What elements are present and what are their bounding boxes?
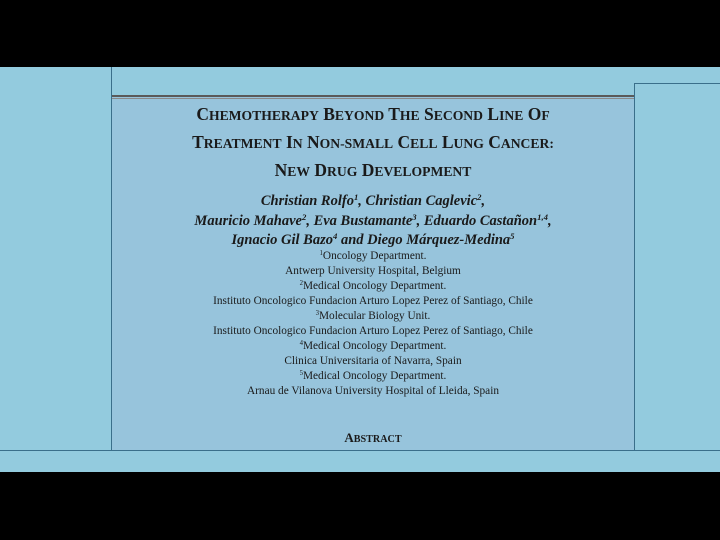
author-list (112, 192, 634, 251)
affiliation-text: Medical Oncology Department. (303, 370, 447, 382)
affiliation-line (112, 339, 634, 354)
affiliation-line (112, 249, 634, 264)
author-affiliation-mark: 2 (301, 211, 307, 222)
title-line-1: CHEMOTHERAPY BEYOND THE SECOND LINE OF (196, 104, 550, 124)
affiliation-text: Antwerp University Hospital, Belgium (285, 265, 461, 277)
author-separator: , (547, 212, 552, 229)
author-separator: , (416, 212, 424, 229)
affiliation-line (112, 264, 634, 279)
author-name: Diego Márquez-Medina (367, 232, 511, 248)
author-name: Eduardo Castañon (423, 212, 538, 229)
affiliation-text: Clinica Universitaria of Navarra, Spain (284, 355, 462, 367)
title-line-3: NEW DRUG DEVELOPMENT (274, 160, 472, 180)
author-line-1 (112, 192, 634, 212)
affiliation-mark: 5 (299, 369, 303, 377)
author-name: Mauricio Mahave (194, 212, 302, 229)
affiliation-text: Instituto Oncologico Fundacion Arturo Lopez Perez of Santiago, Chile (213, 295, 533, 307)
affiliation-text: Oncology Department. (322, 250, 427, 262)
affiliation-line (112, 369, 634, 384)
header-rule (112, 95, 634, 97)
affiliation-line (112, 279, 634, 294)
author-affiliation-mark: 1 (353, 191, 359, 202)
affiliation-mark: 2 (299, 279, 303, 287)
author-name: Christian Caglevic (365, 193, 478, 209)
affiliation-line (112, 309, 634, 324)
author-name: Ignacio Gil Bazo (231, 232, 333, 248)
affiliation-line (112, 354, 634, 369)
affiliation-mark: 4 (299, 339, 303, 347)
author-separator: , (481, 193, 486, 209)
author-name: Eva Bustamante (313, 212, 413, 229)
affiliation-list (112, 249, 634, 399)
affiliation-line (112, 324, 634, 339)
affiliation-text: Medical Oncology Department. (303, 280, 447, 292)
slide-area (0, 67, 720, 472)
affiliation-mark: 3 (315, 309, 319, 317)
author-affiliation-mark: 3 (412, 211, 417, 222)
author-name: Christian Rolfo (260, 193, 354, 209)
right-border-line (634, 83, 635, 450)
author-separator: , (306, 212, 314, 229)
author-affiliation-mark: 5 (510, 230, 515, 241)
bottom-border-line (0, 450, 720, 451)
author-separator: and (337, 232, 368, 248)
author-separator: , (358, 193, 366, 209)
right-top-border-line (634, 83, 720, 84)
author-affiliation-mark: 1,4 (537, 211, 548, 222)
author-affiliation-mark: 4 (333, 230, 338, 241)
affiliation-text: Arnau de Vilanova University Hospital of Lleida, Spain (247, 385, 499, 397)
affiliation-text: Medical Oncology Department. (303, 340, 447, 352)
affiliation-line (112, 294, 634, 309)
author-line-3 (112, 231, 634, 251)
author-affiliation-mark: 2 (477, 191, 482, 202)
affiliation-line (112, 384, 634, 399)
abstract-heading: ABSTRACT (344, 430, 402, 445)
affiliation-text: Instituto Oncologico Fundacion Arturo Lopez Perez of Santiago, Chile (213, 325, 533, 337)
title-line-2: TREATMENT IN NON-SMALL CELL LUNG CANCER: (192, 132, 554, 152)
header-rule-thin (112, 98, 634, 99)
paper-title (112, 101, 634, 185)
affiliation-mark: 1 (319, 249, 323, 257)
affiliation-text: Molecular Biology Unit. (319, 310, 431, 322)
author-line-2 (112, 212, 634, 232)
